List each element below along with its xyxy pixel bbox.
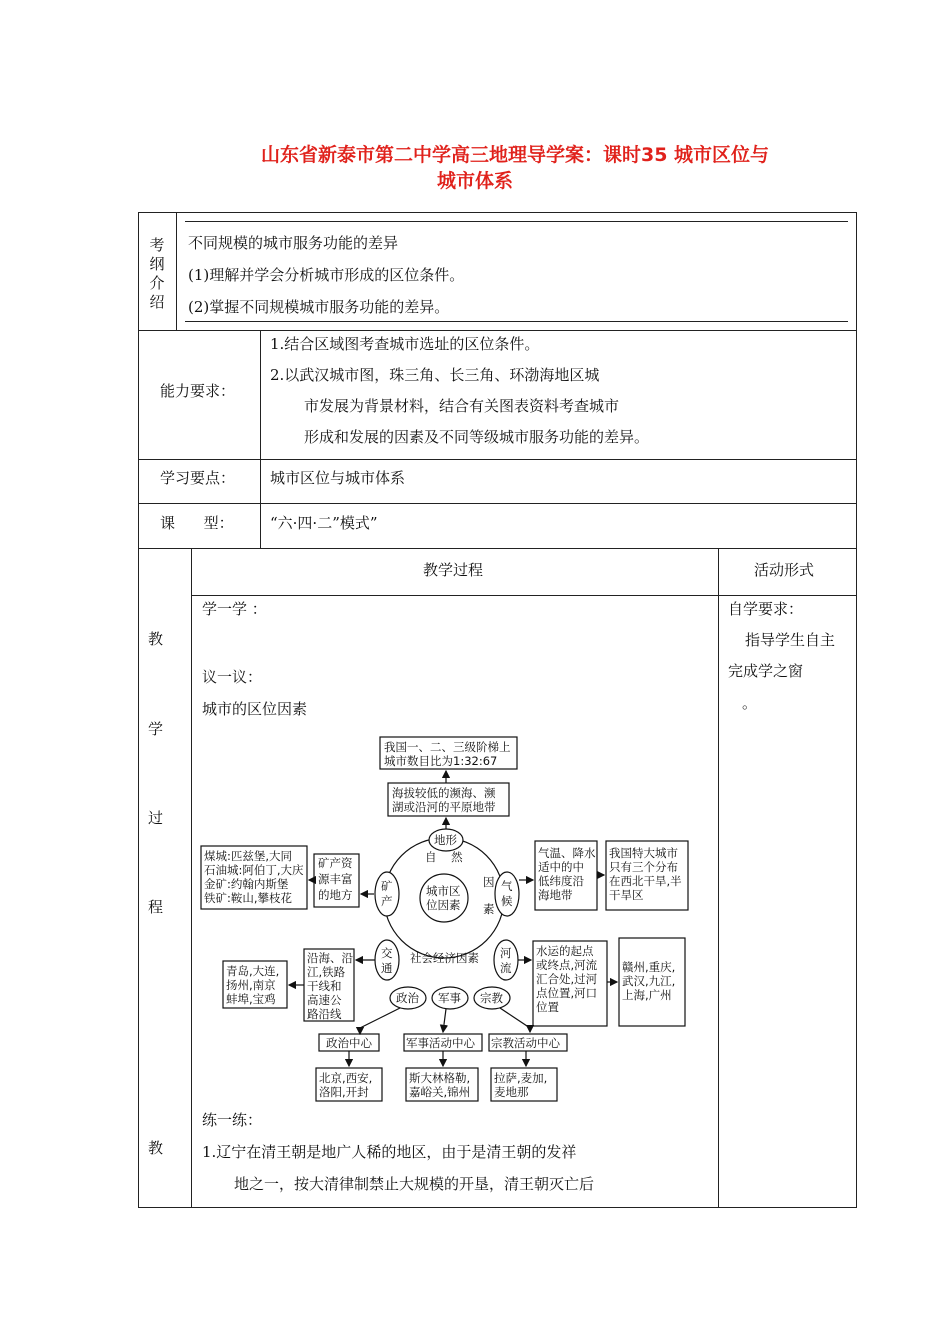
factor-zongjiao: 宗教 (480, 991, 503, 1005)
yin-label: 因 (483, 875, 495, 889)
traffic-cities-3: 蚌埠,宝鸡 (226, 992, 276, 1006)
kaogang-line-1: 不同规模的城市服务功能的差异 (188, 234, 399, 252)
factor-kuangchan-1: 矿 (381, 879, 393, 893)
rel-cities-2: 麦地那 (494, 1085, 529, 1099)
climate-desc-2: 适中的中 (538, 860, 584, 874)
mine-cities-2: 石油城:阿伯丁,大庆 (204, 863, 304, 877)
mine-desc-3: 的地方 (318, 888, 353, 902)
factor-kuangchan-2: 产 (381, 894, 393, 908)
mil-cities-2: 嘉峪关,锦州 (409, 1085, 471, 1099)
box-top2-line2: 湖或沿河的平原地带 (392, 800, 496, 814)
climate-cities-3: 在西北干旱,半 (609, 874, 682, 888)
mine-desc-2: 源丰富 (318, 872, 353, 886)
river-desc-3: 汇合处,过河 (536, 972, 598, 986)
factor-dixing: 地形 (434, 833, 457, 847)
ziran-label: 自 然 (425, 850, 463, 864)
mil-center: 军事活动中心 (406, 1036, 475, 1050)
col-header-process: 教学过程 (423, 561, 484, 579)
pol-cities-1: 北京,西安, (319, 1071, 373, 1085)
factor-jiaotong-1: 交 (381, 946, 393, 960)
question-1-line-1: 1.辽宁在清王朝是地广人稀的地区，由于是清王朝的发祥 (202, 1143, 577, 1161)
nengli-label: 能力要求： (160, 382, 236, 400)
process-side-char-5: 教 (148, 1139, 164, 1157)
kaogang-label: 考 纲 介 绍 (149, 236, 165, 311)
col-header-activity: 活动形式 (754, 561, 815, 579)
activity-line-3: 完成学之窗 (728, 662, 804, 680)
nengli-line-1: 1.结合区域图考查城市选址的区位条件。 (270, 335, 540, 353)
factor-junshi: 军事 (438, 991, 461, 1005)
climate-desc-4: 海地带 (538, 888, 573, 902)
process-side-char-2: 学 (148, 720, 164, 738)
mine-cities-3: 金矿:约翰内斯堡 (204, 877, 289, 891)
center-line1: 城市区 (426, 884, 461, 898)
climate-cities-4: 干旱区 (609, 888, 644, 902)
factor-qihou-2: 候 (501, 894, 513, 908)
climate-cities-2: 只有三个分布 (609, 860, 678, 874)
rel-cities-1: 拉萨,麦加, (494, 1071, 548, 1085)
traffic-desc-3: 干线和 (307, 979, 342, 993)
river-cities-2: 武汉,九江, (622, 974, 676, 988)
pol-cities-2: 洛阳,开封 (319, 1085, 369, 1099)
kexing-label: 课 型： (160, 514, 234, 532)
traffic-desc-2: 江,铁路 (307, 965, 346, 979)
lian-label: 练一练： (202, 1111, 263, 1129)
doc-title-line1: 山东省新泰市第二中学高三地理导学案：课时35 城市区位与 (260, 144, 770, 166)
process-side-char-4: 程 (148, 898, 164, 916)
rel-center: 宗教活动中心 (491, 1036, 560, 1050)
diagram-subtitle: 城市的区位因素 (202, 700, 308, 718)
activity-line-4: 。 (742, 694, 758, 712)
factor-zhengzhi: 政治 (396, 991, 419, 1005)
traffic-desc-1: 沿海、沿 (307, 951, 353, 965)
nengli-line-4: 形成和发展的因素及不同等级城市服务功能的差异。 (304, 428, 650, 446)
xuexi-value: 城市区位与城市体系 (270, 469, 406, 487)
river-cities-3: 上海,广州 (622, 988, 672, 1002)
activity-line-1: 自学要求： (728, 600, 804, 618)
process-side-char-1: 教 (148, 630, 164, 648)
box-top1-line1: 我国一、二、三级阶梯上 (384, 740, 511, 754)
traffic-cities-2: 扬州,南京 (226, 978, 276, 992)
shehui-label: 社会经济因素 (410, 951, 479, 965)
factor-heliu-1: 河 (500, 946, 512, 960)
box-top2-line1: 海拔较低的濒海、濒 (392, 786, 496, 800)
traffic-desc-5: 路沿线 (307, 1007, 342, 1021)
factor-jiaotong-2: 通 (381, 961, 393, 975)
river-cities-1: 赣州,重庆, (622, 960, 676, 974)
su-label: 素 (483, 902, 495, 916)
mine-cities-1: 煤城:匹兹堡,大同 (204, 849, 293, 863)
climate-desc-1: 气温、降水 (538, 846, 596, 860)
river-desc-2: 或终点,河流 (536, 958, 598, 972)
process-side-char-3: 过 (148, 809, 164, 827)
center-line2: 位因素 (426, 898, 461, 912)
river-desc-5: 位置 (536, 1000, 559, 1014)
climate-desc-3: 低纬度沿 (538, 874, 584, 888)
traffic-desc-4: 高速公 (307, 993, 342, 1007)
xuexi-label: 学习要点： (160, 469, 236, 487)
yi-label: 议一议： (202, 668, 263, 686)
nengli-line-2: 2.以武汉城市图，珠三角、长三角、环渤海地区城 (270, 366, 600, 384)
river-desc-4: 点位置,河口 (536, 986, 598, 1000)
kaogang-line-2: (1)理解并学会分析城市形成的区位条件。 (188, 266, 465, 284)
mine-cities-4: 铁矿:鞍山,攀枝花 (204, 891, 293, 905)
question-1-line-2: 地之一，按大清律制禁止大规模的开垦，清王朝灭亡后 (234, 1175, 595, 1193)
activity-line-2: 指导学生自主 (745, 631, 836, 649)
kexing-value: “六·四·二”模式” (270, 514, 378, 532)
mine-desc-1: 矿产资 (318, 856, 353, 870)
nengli-line-3: 市发展为背景材料，结合有关图表资料考查城市 (304, 397, 620, 415)
factor-heliu-2: 流 (500, 961, 512, 975)
doc-title-line2: 城市体系 (436, 170, 513, 192)
river-desc-1: 水运的起点 (536, 944, 594, 958)
mil-cities-1: 斯大林格勒, (409, 1071, 471, 1085)
kaogang-line-3: (2)掌握不同规模城市服务功能的差异。 (188, 298, 450, 316)
pol-center: 政治中心 (326, 1036, 372, 1050)
traffic-cities-1: 青岛,大连, (226, 964, 280, 978)
factor-qihou-1: 气 (501, 879, 513, 893)
box-top1-line2: 城市数目比为1:32:67 (384, 754, 498, 768)
climate-cities-1: 我国特大城市 (609, 846, 678, 860)
xue-label: 学一学 ： (202, 600, 267, 618)
